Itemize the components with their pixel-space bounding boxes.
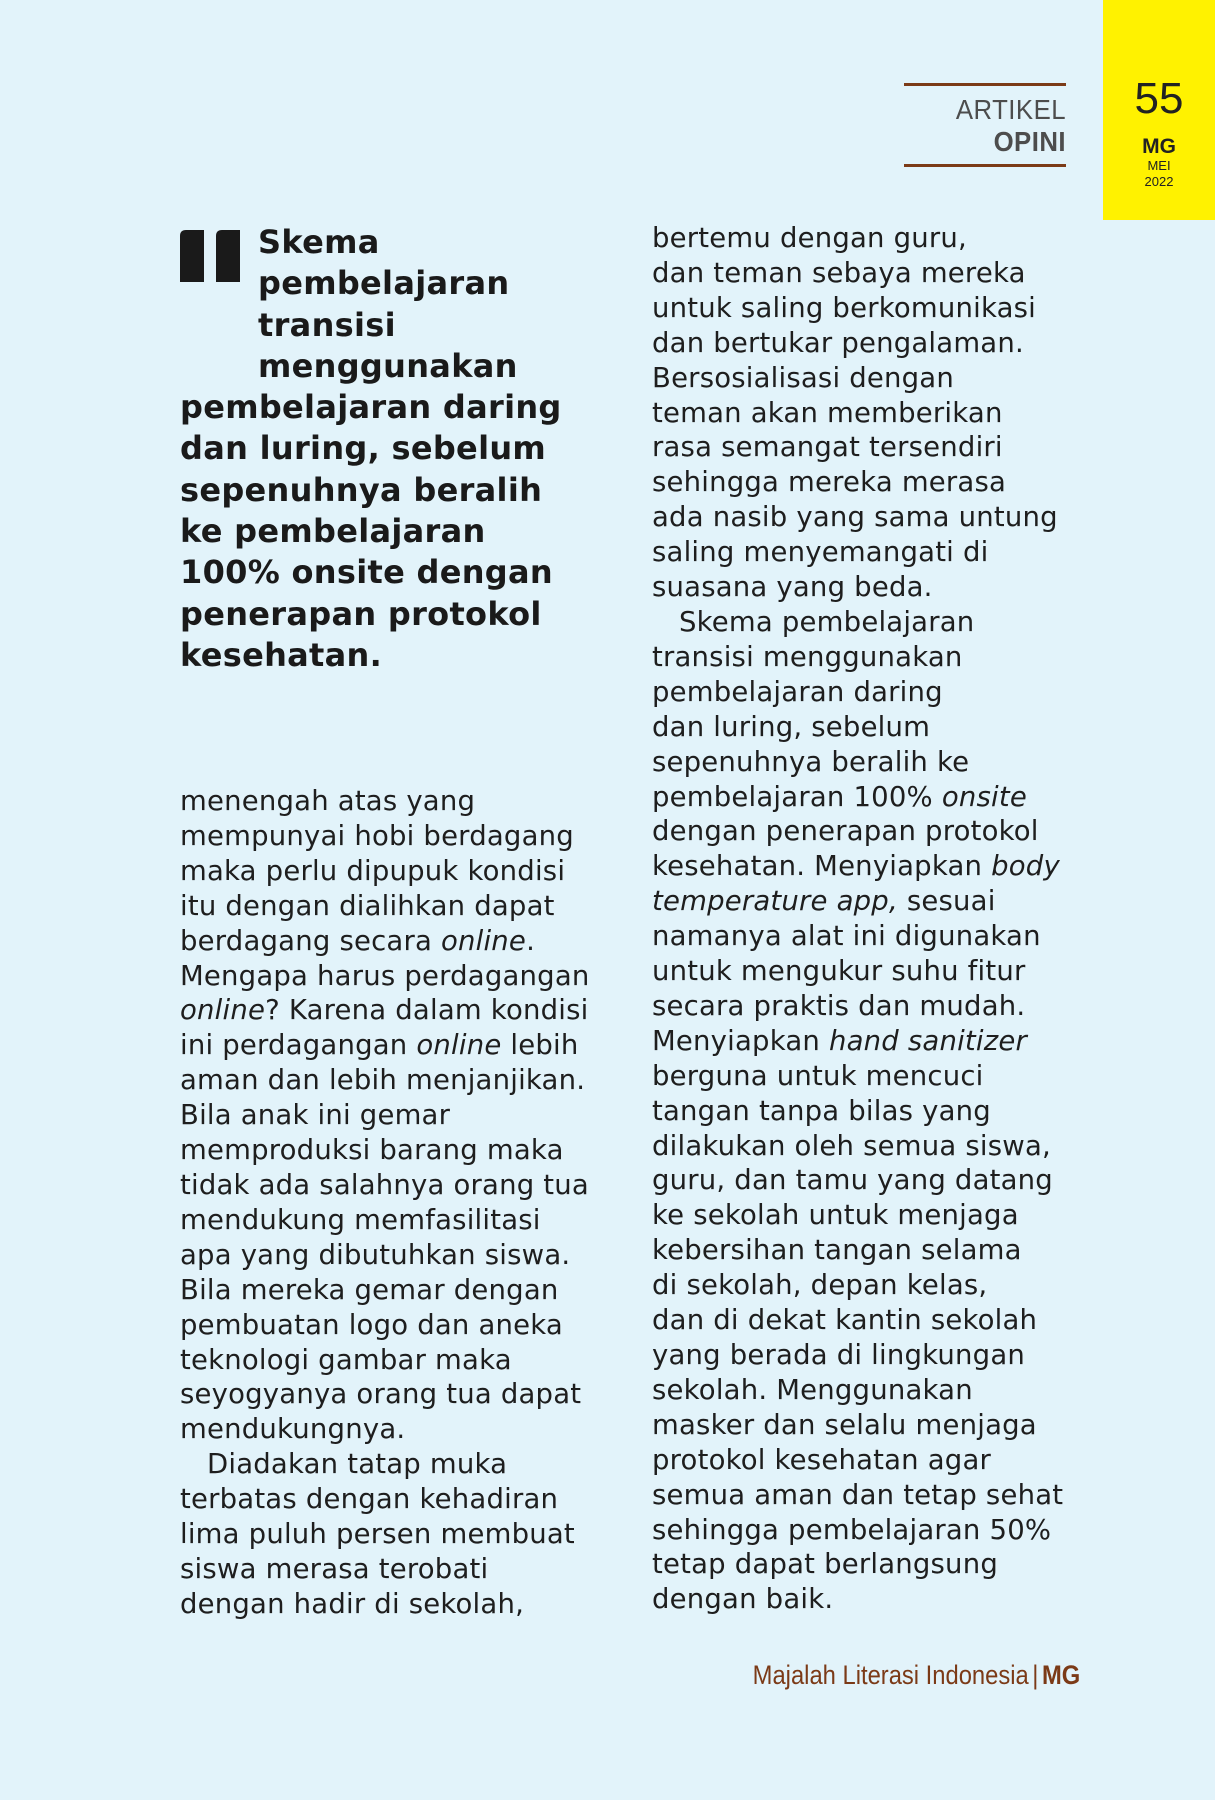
text-line: ada nasib yang sama untung [652, 501, 1058, 534]
text-line: ke sekolah untuk menjaga [652, 1199, 1019, 1232]
text-line: Mengapa harus perdagangan [180, 959, 590, 992]
text-line: menengah atas yang [180, 785, 476, 817]
text-line: ini perdagangan online lebih [180, 1029, 579, 1062]
body-column-right [652, 221, 1082, 1617]
text-line: sehingga pembelajaran 50% [652, 1513, 1052, 1546]
text-line: berguna untuk mencuci [652, 1059, 984, 1092]
text-line: teman akan memberikan [652, 396, 1003, 429]
text-line: namanya alat ini digunakan [652, 920, 1041, 953]
text-line: dilakukan oleh semua siswa, [652, 1129, 1051, 1162]
text-line: untuk mengukur suhu fitur [652, 955, 1026, 988]
text-line: itu dengan dialihkan dapat [180, 889, 555, 922]
text-line: Skema pembelajaran [679, 605, 975, 638]
section-label-opini: OPINI [993, 126, 1066, 157]
text-line: Diadakan tatap muka [207, 1448, 508, 1481]
text-line: rasa semangat tersendiri [652, 431, 1003, 464]
text-line: maka perlu dipupuk kondisi [180, 854, 566, 887]
text-line: memproduksi barang maka [180, 1134, 564, 1167]
text-line: terbatas dengan kehadiran [180, 1483, 559, 1516]
text-line: Bersosialisasi dengan [652, 361, 954, 394]
text-line: Bila mereka gemar dengan [180, 1273, 559, 1306]
text-line: temperature app, sesuai [652, 885, 996, 918]
text-line: dan luring, sebelum [652, 710, 931, 743]
text-line: kebersihan tangan selama [652, 1234, 1022, 1267]
text-line: di sekolah, depan kelas, [652, 1269, 988, 1302]
publication-name: Majalah Literasi Indonesia [752, 1660, 1029, 1690]
text-line: untuk saling berkomunikasi [652, 291, 1037, 324]
text-line: sehingga mereka merasa [652, 466, 1007, 499]
text-line: dan teman sebaya mereka [652, 256, 1026, 289]
text-line: sekolah. Menggunakan [652, 1373, 973, 1406]
text-line: pembuatan logo dan aneka [180, 1308, 563, 1341]
section-label-artikel: ARTIKEL [955, 94, 1066, 125]
text-line: Bila anak ini gemar [180, 1099, 451, 1132]
pull-quote-line: penerapan protokol [180, 594, 542, 633]
text-line: apa yang dibutuhkan siswa. [180, 1238, 571, 1271]
text-line: Menyiapkan hand sanitizer [652, 1024, 1028, 1057]
text-line: pembelajaran daring [652, 675, 943, 708]
text-line: pembelajaran 100% onsite [652, 780, 1027, 813]
text-line: semua aman dan tetap sehat [652, 1478, 1064, 1511]
text-line: seyogyanya orang tua dapat [180, 1378, 582, 1411]
magazine-abbr: MG [1142, 135, 1176, 158]
text-line: bertemu dengan guru, [652, 222, 967, 254]
text-line: tetap dapat berlangsung [652, 1548, 998, 1581]
text-line: masker dan selalu menjaga [652, 1408, 1037, 1441]
text-line: teknologi gambar maka [180, 1343, 512, 1376]
text-line: saling menyemangati di [652, 536, 989, 569]
text-line: suasana yang beda. [652, 571, 933, 604]
text-line: dengan hadir di sekolah, [180, 1587, 525, 1620]
pull-quote-line: menggunakan [258, 346, 518, 385]
issue-month: MEI [1147, 158, 1171, 173]
text-line: tangan tanpa bilas yang [652, 1094, 991, 1127]
text-line: protokol kesehatan agar [652, 1443, 992, 1476]
text-line: aman dan lebih menjanjikan. [180, 1064, 586, 1097]
text-line: sepenuhnya beralih ke [652, 745, 970, 778]
text-line: mendukungnya. [180, 1413, 406, 1446]
text-line: lima puluh persen membuat [180, 1518, 575, 1551]
body-column-left [180, 784, 620, 1622]
pull-quote [180, 222, 600, 676]
pull-quote-line: sepenuhnya beralih [180, 470, 543, 509]
text-line: mendukung memfasilitasi [180, 1203, 541, 1236]
text-line: dan di dekat kantin sekolah [652, 1304, 1038, 1337]
text-line: dan bertukar pengalaman. [652, 326, 1024, 359]
section-header [904, 83, 1066, 167]
footer-brand: MG [1041, 1660, 1080, 1690]
text-line: guru, dan tamu yang datang [652, 1164, 1053, 1197]
issue-year: 2022 [1144, 174, 1174, 189]
pull-quote-line: transisi [258, 305, 396, 344]
pull-quote-line: pembelajaran [258, 264, 510, 303]
text-line: kesehatan. Menyiapkan body [652, 850, 1060, 883]
pull-quote-line: kesehatan. [180, 635, 383, 674]
pull-quote-line: pembelajaran daring [180, 388, 562, 427]
pull-quote-line: ke pembelajaran [180, 512, 486, 551]
pull-quote-line: dan luring, sebelum [180, 429, 547, 468]
text-line: secara praktis dan mudah. [652, 989, 1026, 1022]
page-tab [1103, 0, 1215, 220]
text-line: berdagang secara online. [180, 924, 536, 957]
text-line: yang berada di lingkungan [652, 1339, 1026, 1371]
page-number: 55 [1134, 74, 1184, 123]
text-line: dengan baik. [652, 1583, 834, 1616]
footer-separator: | [1032, 1660, 1039, 1690]
pull-quote-line: Skema [258, 223, 380, 261]
page-footer [752, 1660, 1080, 1691]
text-line: siswa merasa terobati [180, 1552, 489, 1585]
text-line: transisi menggunakan [652, 640, 963, 673]
pull-quote-line: 100% onsite dengan [180, 553, 553, 592]
text-line: mempunyai hobi berdagang [180, 819, 574, 852]
text-line: online? Karena dalam kondisi [180, 994, 589, 1027]
text-line: dengan penerapan protokol [652, 815, 1039, 848]
text-line: tidak ada salahnya orang tua [180, 1168, 589, 1201]
